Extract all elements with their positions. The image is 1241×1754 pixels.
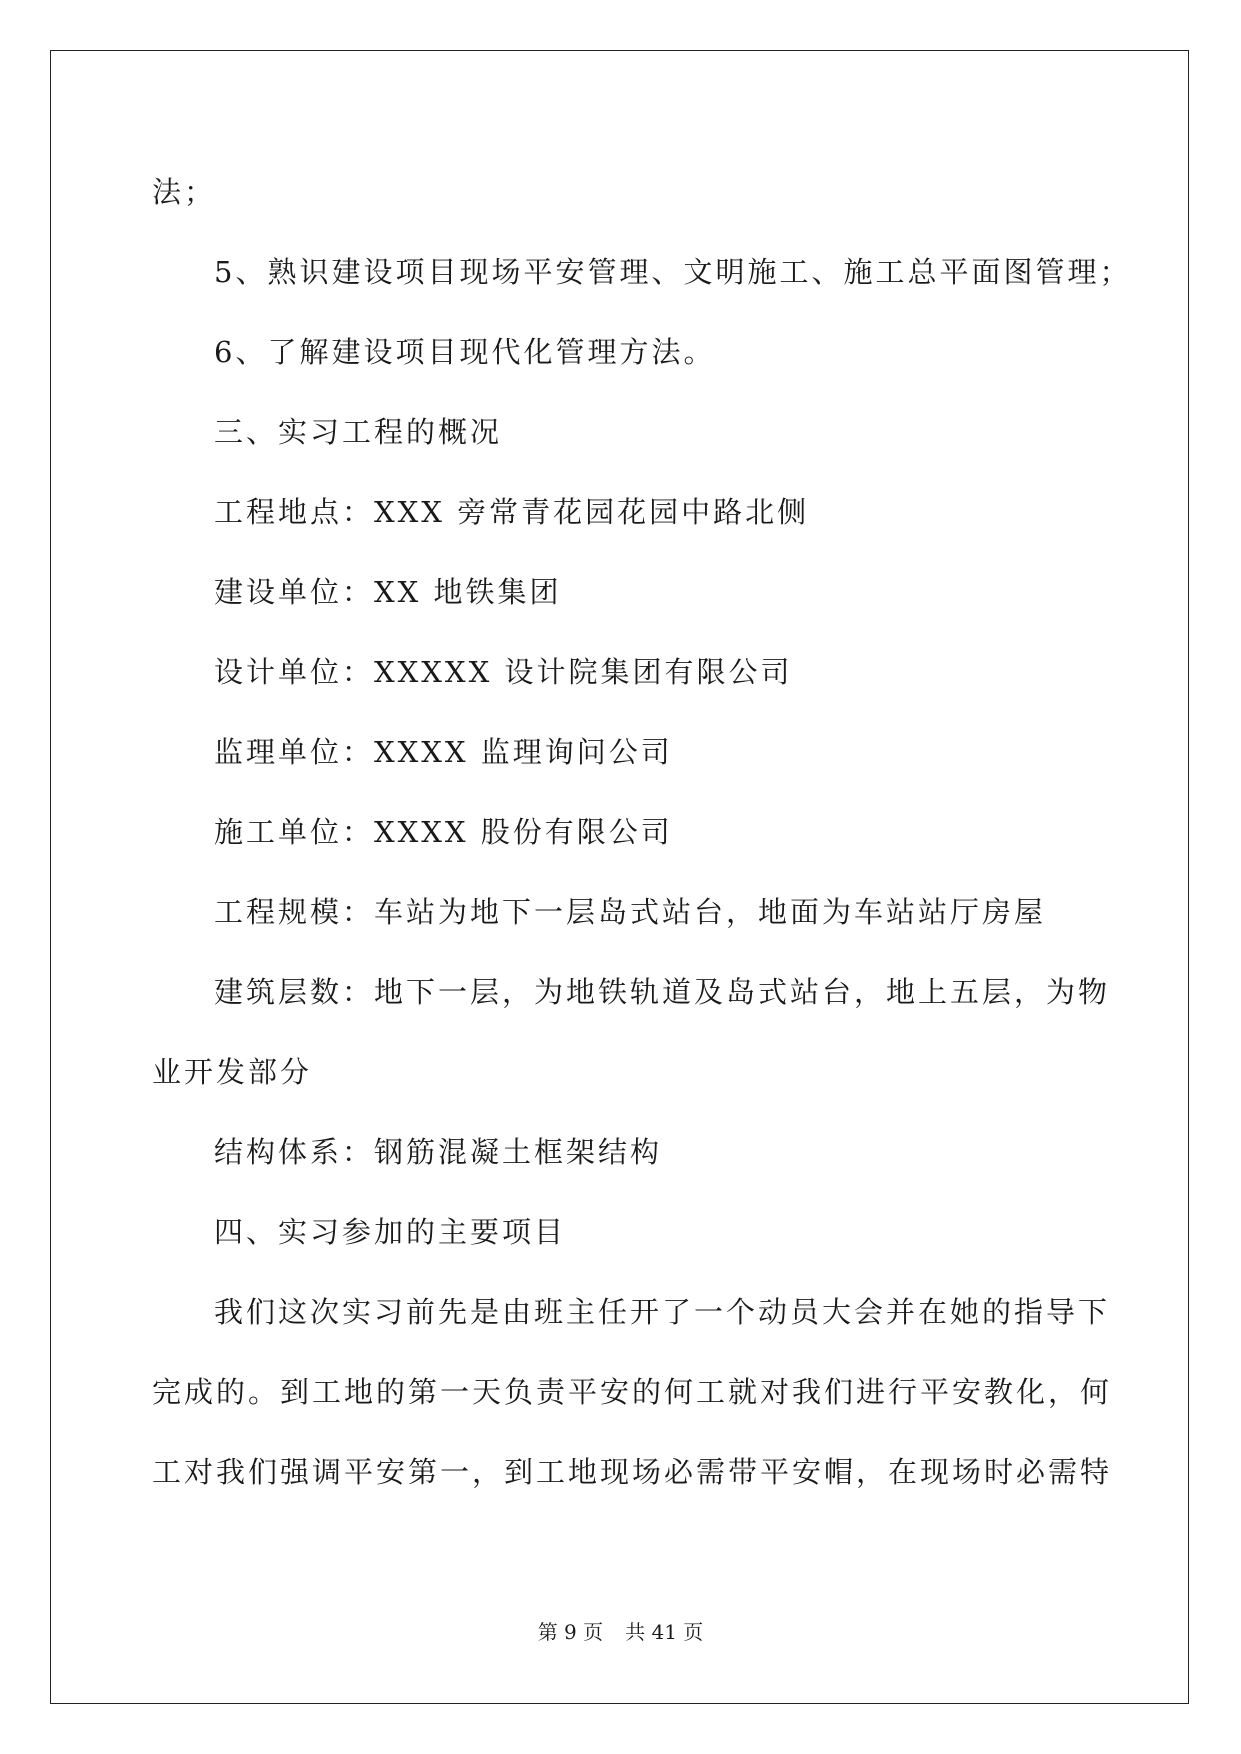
- text-line: 建设单位：XX 地铁集团: [214, 575, 562, 609]
- page-number-current: 第 9 页: [537, 1620, 604, 1644]
- text-line: 工程规模：车站为地下一层岛式站台，地面为车站站厅房屋: [214, 895, 1047, 929]
- text-line: 5、熟识建设项目现场平安管理、文明施工、施工总平面图管理；: [214, 255, 1132, 289]
- page-number-total: 共 41 页: [625, 1620, 704, 1644]
- text-line: 6、了解建设项目现代化管理方法。: [214, 335, 716, 369]
- page-footer: [0, 1616, 1241, 1645]
- text-line: 工对我们强调平安第一，到工地现场必需带平安帽，在现场时必需特: [152, 1455, 1113, 1489]
- text-line: 监理单位：XXXX 监理询问公司: [214, 735, 673, 769]
- text-line: 施工单位：XXXX 股份有限公司: [214, 815, 673, 849]
- text-line: 工程地点：XXX 旁常青花园花园中路北侧: [214, 495, 810, 529]
- section-heading: 三、实习工程的概况: [214, 415, 503, 449]
- text-line: 业开发部分: [152, 1055, 313, 1089]
- text-line: 建筑层数：地下一层，为地铁轨道及岛式站台，地上五层，为物: [214, 975, 1111, 1009]
- text-line: 法；: [152, 175, 217, 209]
- section-heading: 四、实习参加的主要项目: [214, 1215, 567, 1249]
- text-line: 完成的。到工地的第一天负责平安的何工就对我们进行平安教化，何: [152, 1375, 1113, 1409]
- text-line: 设计单位：XXXXX 设计院集团有限公司: [214, 655, 793, 689]
- text-line: 我们这次实习前先是由班主任开了一个动员大会并在她的指导下: [214, 1295, 1111, 1329]
- text-line: 结构体系：钢筋混凝土框架结构: [214, 1135, 663, 1169]
